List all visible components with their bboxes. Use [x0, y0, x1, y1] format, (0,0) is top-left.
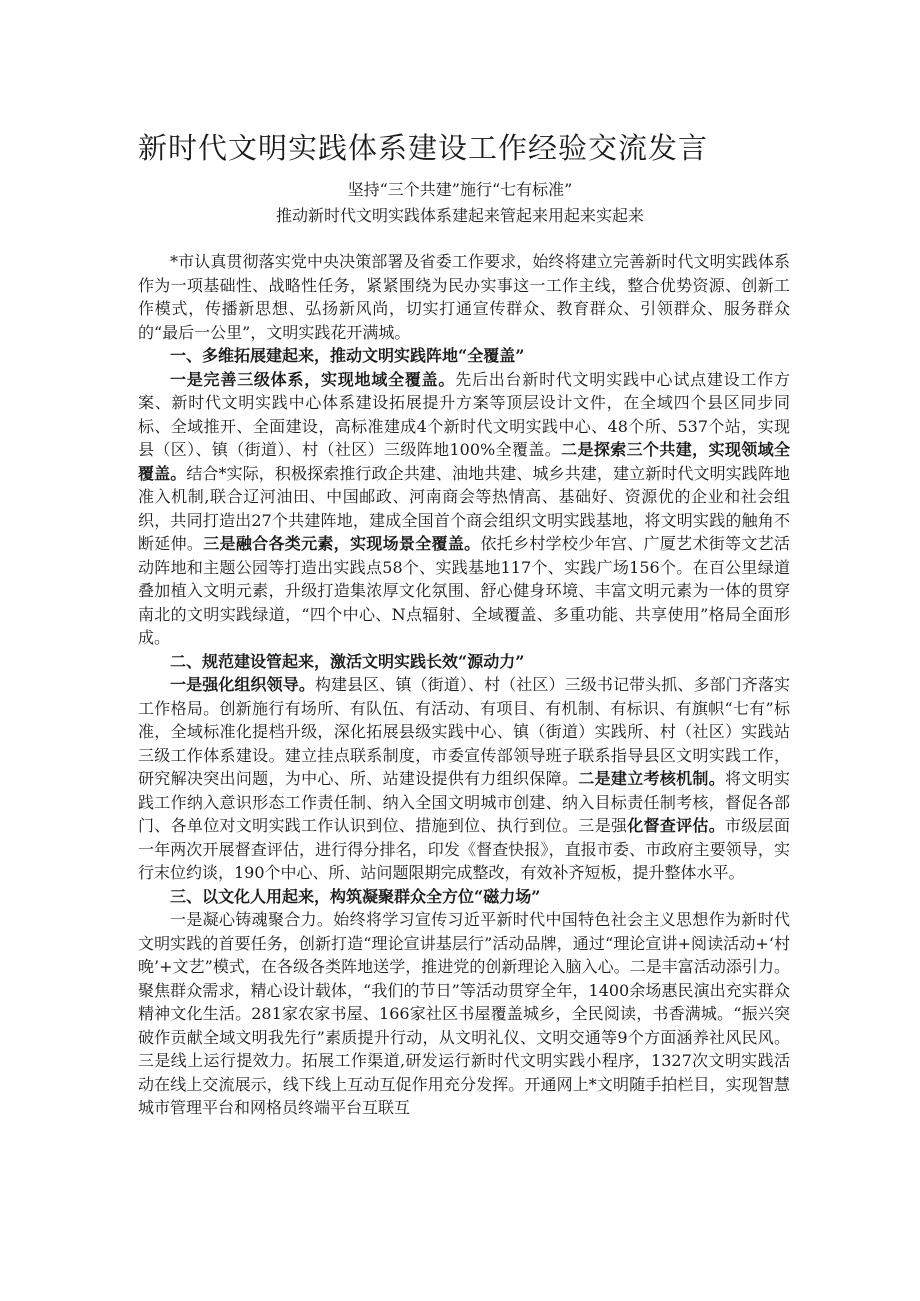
section-3-heading: 三、以文化人用起来，构筑凝聚群众全方位“磁力场” [170, 886, 541, 906]
section-3-paragraph: 一是凝心铸魂聚合力。始终将学习宣传习近平新时代中国特色社会主义思想作为新时代文明实践的首要任务，创新打造“理论宣讲基层行”活动品牌，通过“理论宣讲+阅读活动+‘村晚’+文艺”模式，在各级各类阵地送学，推进党的创新理论入脑入心。二是丰富活动添引力。聚焦群众需求，精心设计载体，“我们的节日”等活动贯穿全年，1400余场惠民演出充实群众精神文化生活。281家农家书屋、166家社区书屋覆盖城乡，全民阅读，书香满城。“振兴突破作贡献全域文明我先行”素质提升行动，从文明礼仪、文明交通等9个方面涵养社风民风。三是线上运行提效力。拓展工作渠道,研发运行新时代文明实践小程序，1327次文明实践活动在线上交流展示，线下线上互动互促作用充分发挥。开通网上*文明随手拍栏目，实现智慧城市管理平台和网格员终端平台互联互 [138, 910, 790, 1117]
section-2-text-3: 市级层面一年两次开展督查评估，进行得分排名，印发《督查快报》，直报市委、市政府主要领导，实行末位约谈，190个中心、所、站问题限期完成整改，有效补齐短板，提升整体水平。 [138, 816, 790, 882]
section-2-lead-2: 二是建立考核机制。 [578, 769, 726, 788]
section-1-paragraph [138, 368, 790, 650]
section-2-text-1: 构建县区、镇（街道）、村（社区）三级书记带头抓、多部门齐落实工作格局。创新施行有场所、有队伍、有活动、有项目、有机制、有标识、有旗帜“七有”标准，全域标准化提档升级，深化拓展县级实践中心、镇（街道）实践所、村（社区）实践站三级工作体系建设。建立挂点联系制度，市委宣传部领导班子联系指导县区文明实践工作，研究解决突出问题，为中心、所、站建设提供有力组织保障。 [138, 675, 790, 788]
section-2-text-2: 将文明实践工作纳入意识形态工作责任制、纳入全国文明城市创建、纳入目标责任制考核，督促各部门、各单位对文明实践工作认识到位、措施到位、执行到位。三是强 [138, 769, 790, 835]
section-2-lead-1: 一是强化组织领导。 [170, 675, 315, 694]
section-1-lead-2: 二是探索三个共建，实现领域全覆盖。 [138, 440, 790, 483]
section-1-text-1: 先后出台新时代文明实践中心试点建设工作方案、新时代文明实践中心体系建设拓展提升方案等顶层设计文件，在全域四个县区同步同标、全域推开、全面建设，高标准建成4个新时代文明实践中心、48个所、537个站，实现县（区）、镇（街道）、村（社区）三级阵地100%全覆盖。 [138, 369, 790, 459]
subtitle-line-1: 坚持“三个共建”施行“七有标准” [347, 180, 573, 199]
intro-paragraph: *市认真贯彻落实党中央决策部署及省委工作要求，始终将建立完善新时代文明实践体系作为一项基础性、战略性任务，紧紧围绕为民办实事这一工作主线，整合优势资源、创新工作模式，传播新思想、弘扬新风尚，切实打通宣传群众、教育群众、引领群众、服务群众的“最后一公里”，文明实践花开满城。 [138, 252, 790, 342]
section-2-lead-3: 化督查评估。 [627, 816, 726, 835]
section-2-heading: 二、规范建设管起来，激活文明实践长效“源动力” [170, 651, 525, 671]
section-1-lead-3: 三是融合各类元素，实现场景全覆盖。 [203, 534, 481, 553]
section-2-paragraph [138, 673, 790, 885]
section-1-heading: 一、多维拓展建起来，推动文明实践阵地“全覆盖” [170, 346, 525, 365]
document-body [138, 250, 790, 1120]
section-1-text-3: 依托乡村学校少年宫、广厦艺术街等文艺活动阵地和主题公园等打造出实践点58个、实践基地117个、实践广场156个。在百公里绿道叠加植入文明元素，升级打造集浓厚文化氛围、舒心健身环境、丰富文明元素为一体的贯穿南北的文明实践绿道，“四个中心、N点辐射、全域覆盖、多重功能、共享使用”格局全面形成。 [138, 534, 790, 647]
section-1-text-2: 结合*实际，积极探索推行政企共建、油地共建、城乡共建，建立新时代文明实践阵地准入机制,联合辽河油田、中国邮政、河南商会等热情高、基础好、资源优的企业和社会组织，共同打造出27个共建阵地，建成全国首个商会组织文明实践基地，将文明实践的触角不断延伸。 [138, 463, 790, 553]
section-1-lead-1: 一是完善三级体系，实现地域全覆盖。 [170, 369, 456, 389]
document-title: 新时代文明实践体系建设工作经验交流发言 [138, 131, 709, 165]
subtitle-line-2: 推动新时代文明实践体系建起来管起来用起来实起来 [275, 206, 644, 225]
